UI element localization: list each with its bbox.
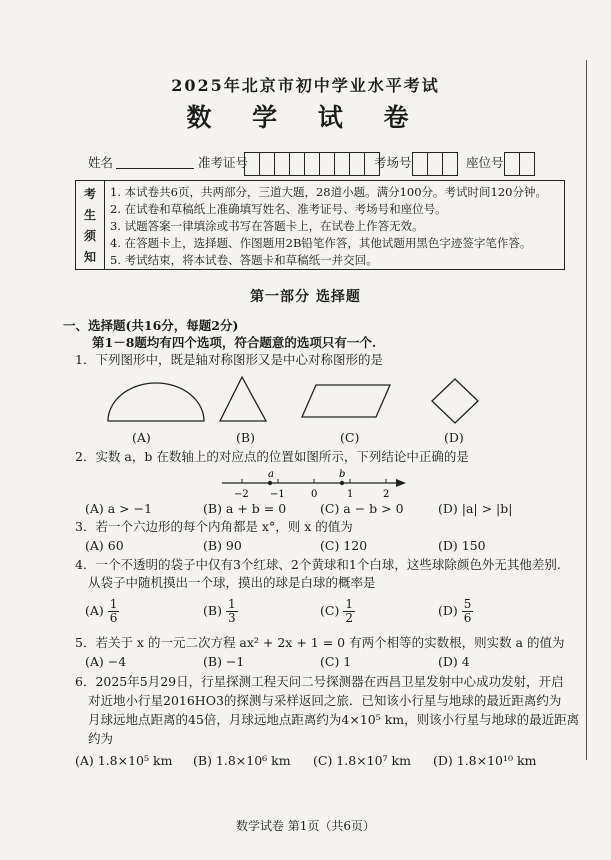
q5-option-b: (B) −1 — [203, 654, 245, 669]
room-label: 考场号 — [374, 155, 412, 170]
name-field[interactable] — [116, 154, 194, 169]
q6-option-a: (A) 1.8×10⁵ km — [75, 753, 173, 768]
q3-option-c: (C) 120 — [320, 538, 368, 553]
notice-item: 3. 试题答案一律填涂或书写在答题卡上，在试卷上作答无效。 — [110, 219, 424, 233]
q6-line: 对近地小行星2016HO3的探测与采样返回之旅．已知该小行星与地球的最近距离约为 — [88, 693, 562, 708]
q4-line1: 4．一个不透明的袋子中仅有3个红球、2个黄球和1个白球，这些球除颜色外无其他差别. — [75, 557, 561, 572]
triangle-figure — [220, 377, 266, 421]
point-b-label: b — [339, 469, 346, 480]
q5-option-a: (A) −4 — [85, 654, 127, 669]
tick-label: 2 — [383, 489, 390, 499]
section-heading: 一、选择题(共16分，每题2分) — [63, 318, 239, 333]
q2-number-line — [220, 467, 410, 499]
exam-id-label: 准考证号 — [198, 155, 249, 170]
q1-stem: 1．下列图形中，既是轴对称图形又是中心对称图形的是 — [75, 352, 383, 367]
tick-label: 0 — [311, 489, 318, 499]
q3-option-b: (B) 90 — [203, 538, 242, 553]
q6-option-c: (C) 1.8×10⁷ km — [313, 753, 411, 768]
q4-option-a: (A) $\frac{1}{6}$ — [85, 597, 118, 625]
tick-label: −2 — [234, 489, 249, 499]
part-title: 第一部分 选择题 — [250, 289, 361, 305]
q3-option-d: (D) 150 — [438, 538, 486, 553]
q3-option-a: (A) 60 — [85, 538, 124, 553]
notice-item: 2. 在试卷和草稿纸上准确填写姓名、准考证号、考场号和座位号。 — [110, 202, 447, 216]
q5-option-c: (C) 1 — [320, 654, 352, 669]
candidate-info-row — [0, 152, 611, 174]
q1-label-d: (D) — [444, 430, 464, 445]
q2-stem: 2．实数 a，b 在数轴上的对应点的位置如图所示，下列结论中正确的是 — [75, 449, 469, 464]
notice-item: 1. 本试卷共6页，共两部分，三道大题，28道小题。满分100分。考试时间120分钟。 — [110, 185, 547, 199]
q6-line: 月球远地点距离的45倍，月球远地点距离约为4×10⁵ km，则该小行星与地球的最近距离 — [88, 712, 580, 727]
notice-heading-char: 考 — [83, 187, 96, 201]
q2-option-c: (C) a − b > 0 — [320, 501, 404, 516]
q6-line: 约为 — [88, 731, 114, 746]
q5-stem: 5．若关于 x 的一元二次方程 ax² + 2x + 1 = 0 有两个相等的实数根，则实数 a 的值为 — [75, 635, 565, 650]
tick-label: −1 — [270, 489, 285, 499]
point-b — [340, 481, 344, 485]
section-instruction: 第1－8题均有四个选项，符合题意的选项只有一个. — [92, 335, 377, 350]
exam-title: 2025年北京市初中学业水平考试 — [171, 76, 440, 95]
q4-option-b: (B) $\frac{1}{3}$ — [203, 597, 236, 625]
q2-option-a: (A) a > −1 — [85, 501, 153, 516]
notice-heading-char: 须 — [83, 229, 96, 243]
notice-heading-char: 知 — [83, 250, 96, 264]
number-line-ticks — [242, 479, 386, 483]
notice-heading-char: 生 — [83, 208, 96, 222]
point-a — [268, 481, 272, 485]
q1-figures — [100, 375, 550, 427]
q6-line: 6．2025年5月29日，行星探测工程天问二号探测器在西昌卫星发射中心成功发射，开启 — [75, 674, 564, 689]
q2-option-d: (D) |a| > |b| — [438, 501, 513, 516]
seat-boxes[interactable] — [504, 152, 535, 176]
parallelogram-figure — [302, 385, 390, 417]
notice-heading — [76, 181, 105, 269]
page-footer: 数学试卷 第1页（共6页） — [235, 819, 376, 833]
exam-id-boxes[interactable] — [244, 152, 380, 176]
square-rotated-figure — [432, 379, 478, 423]
q3-stem: 3．若一个六边形的每个内角都是 x°，则 x 的值为 — [75, 519, 353, 534]
q1-label-b: (B) — [236, 430, 255, 445]
q6-option-b: (B) 1.8×10⁶ km — [193, 753, 291, 768]
q5-option-d: (D) 4 — [438, 654, 470, 669]
tick-label: 1 — [347, 489, 354, 499]
q4-line2: 从袋子中随机摸出一个球，摸出的球是白球的概率是 — [88, 575, 376, 590]
semicircle-figure — [108, 383, 204, 421]
room-boxes[interactable] — [412, 152, 458, 176]
q4-option-d: (D) $\frac{5}{6}$ — [438, 597, 472, 625]
notice-item: 4. 在答题卡上，选择题、作图题用2B铅笔作答，其他试题用黑色字迹签字笔作答。 — [110, 236, 532, 250]
q6-option-d: (D) 1.8×10¹⁰ km — [433, 753, 537, 768]
q4-option-c: (C) $\frac{1}{2}$ — [320, 597, 353, 625]
point-a-label: a — [268, 469, 274, 480]
candidate-notice-box — [75, 180, 565, 270]
subject-title: 数 学 试 卷 — [186, 103, 425, 132]
q1-label-c: (C) — [340, 430, 360, 445]
q1-label-a: (A) — [132, 430, 151, 445]
notice-item: 5. 考试结束，将本试卷、答题卡和草稿纸一并交回。 — [110, 253, 378, 267]
seat-label: 座位号 — [466, 155, 504, 170]
name-label: 姓名 — [88, 155, 114, 170]
q2-option-b: (B) a + b = 0 — [203, 501, 287, 516]
